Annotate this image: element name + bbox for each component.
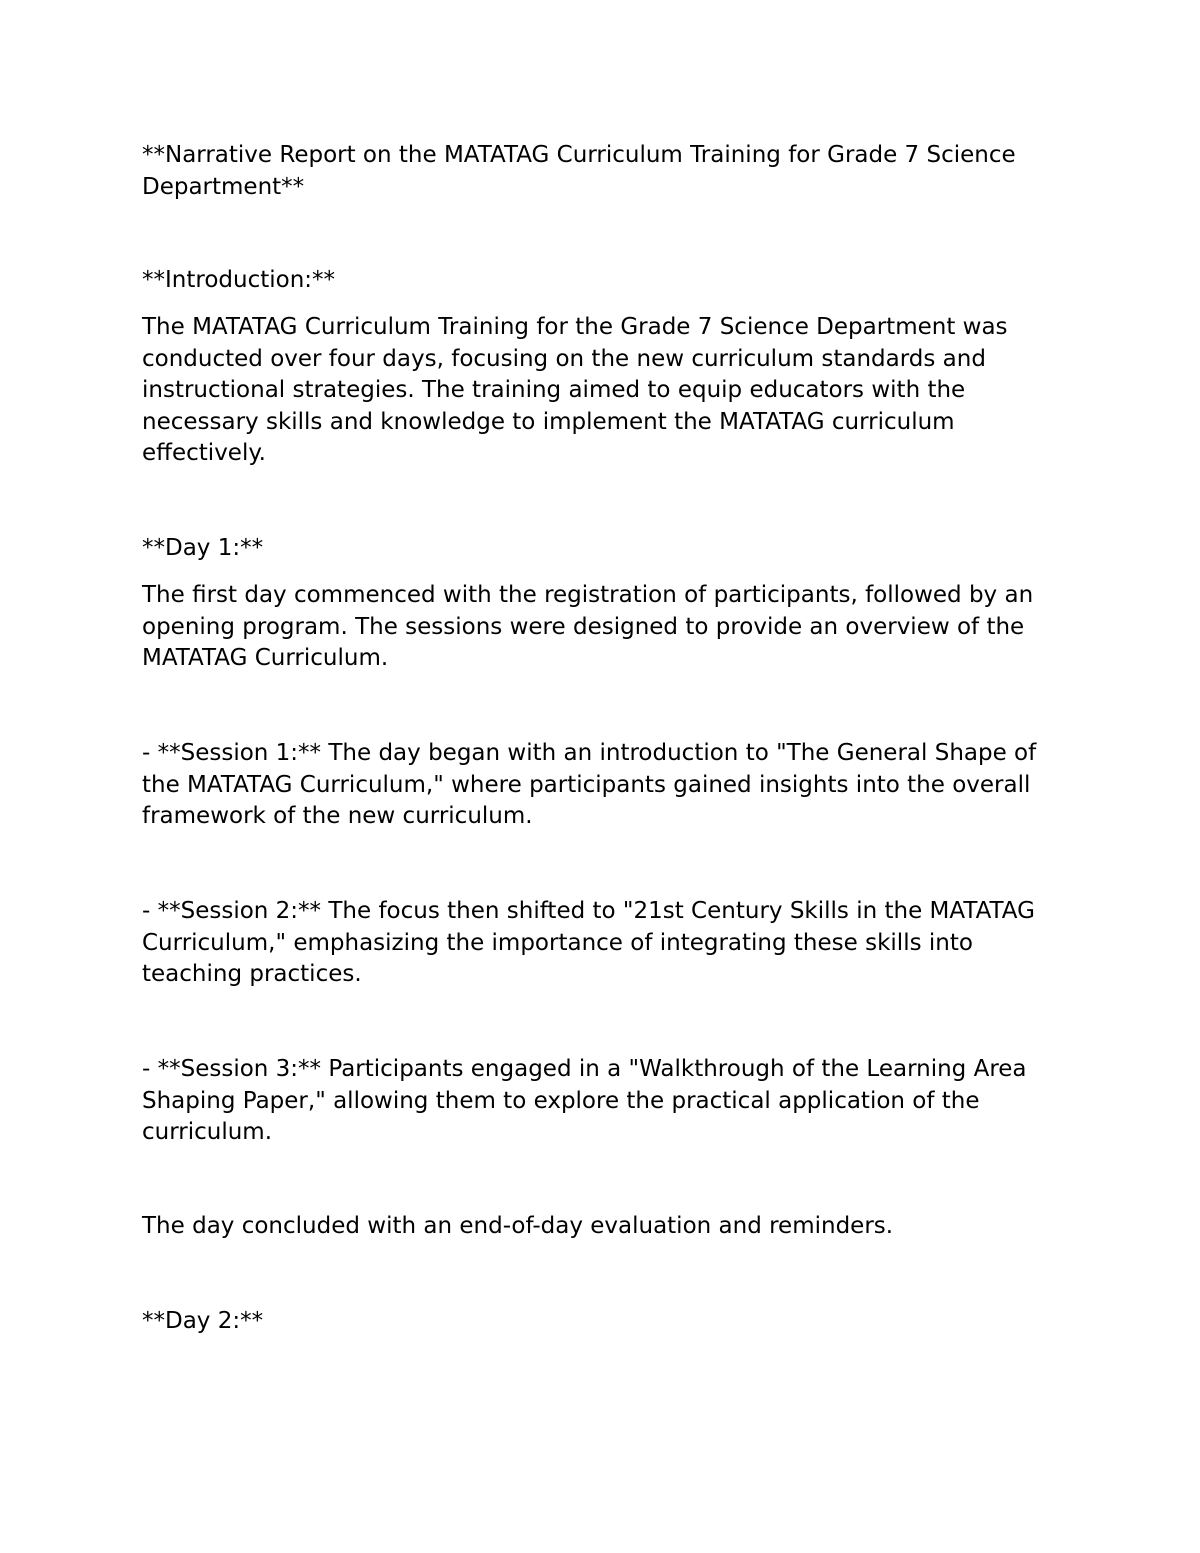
day1-conclusion: The day concluded with an end-of-day evaluation and reminders. (142, 1213, 894, 1239)
session1-item: - **Session 1:** The day began with an introduction to "The General Shape of the MATATAG Curriculum," where participants gained insights into the overall framework of the new curriculum. (142, 740, 1037, 830)
day2-heading: **Day 2:** (142, 1308, 264, 1334)
session2-item: - **Session 2:** The focus then shifted to "21st Century Skills in the MATATAG Curriculum," emphasizing the importance of integrating these skills into teaching practices. (142, 898, 1035, 988)
day1-paragraph: The first day commenced with the registration of participants, followed by an opening program. The sessions were designed to provide an overview of the MATATAG Curriculum. (142, 582, 1034, 672)
introduction-heading: **Introduction:** (142, 267, 336, 293)
introduction-paragraph: The MATATAG Curriculum Training for the Grade 7 Science Department was conducted over four days, focusing on the new curriculum standards and instructional strategies. The training aimed to equip educators with the necessary skills and knowledge to implement the MATATAG curriculum effectively. (142, 314, 1008, 467)
day1-heading: **Day 1:** (142, 535, 264, 561)
session3-item: - **Session 3:** Participants engaged in a "Walkthrough of the Learning Area Shaping Paper," allowing them to explore the practical application of the curriculum. (142, 1056, 1027, 1146)
document-title: **Narrative Report on the MATATAG Curriculum Training for Grade 7 Science Department** (142, 142, 1016, 200)
